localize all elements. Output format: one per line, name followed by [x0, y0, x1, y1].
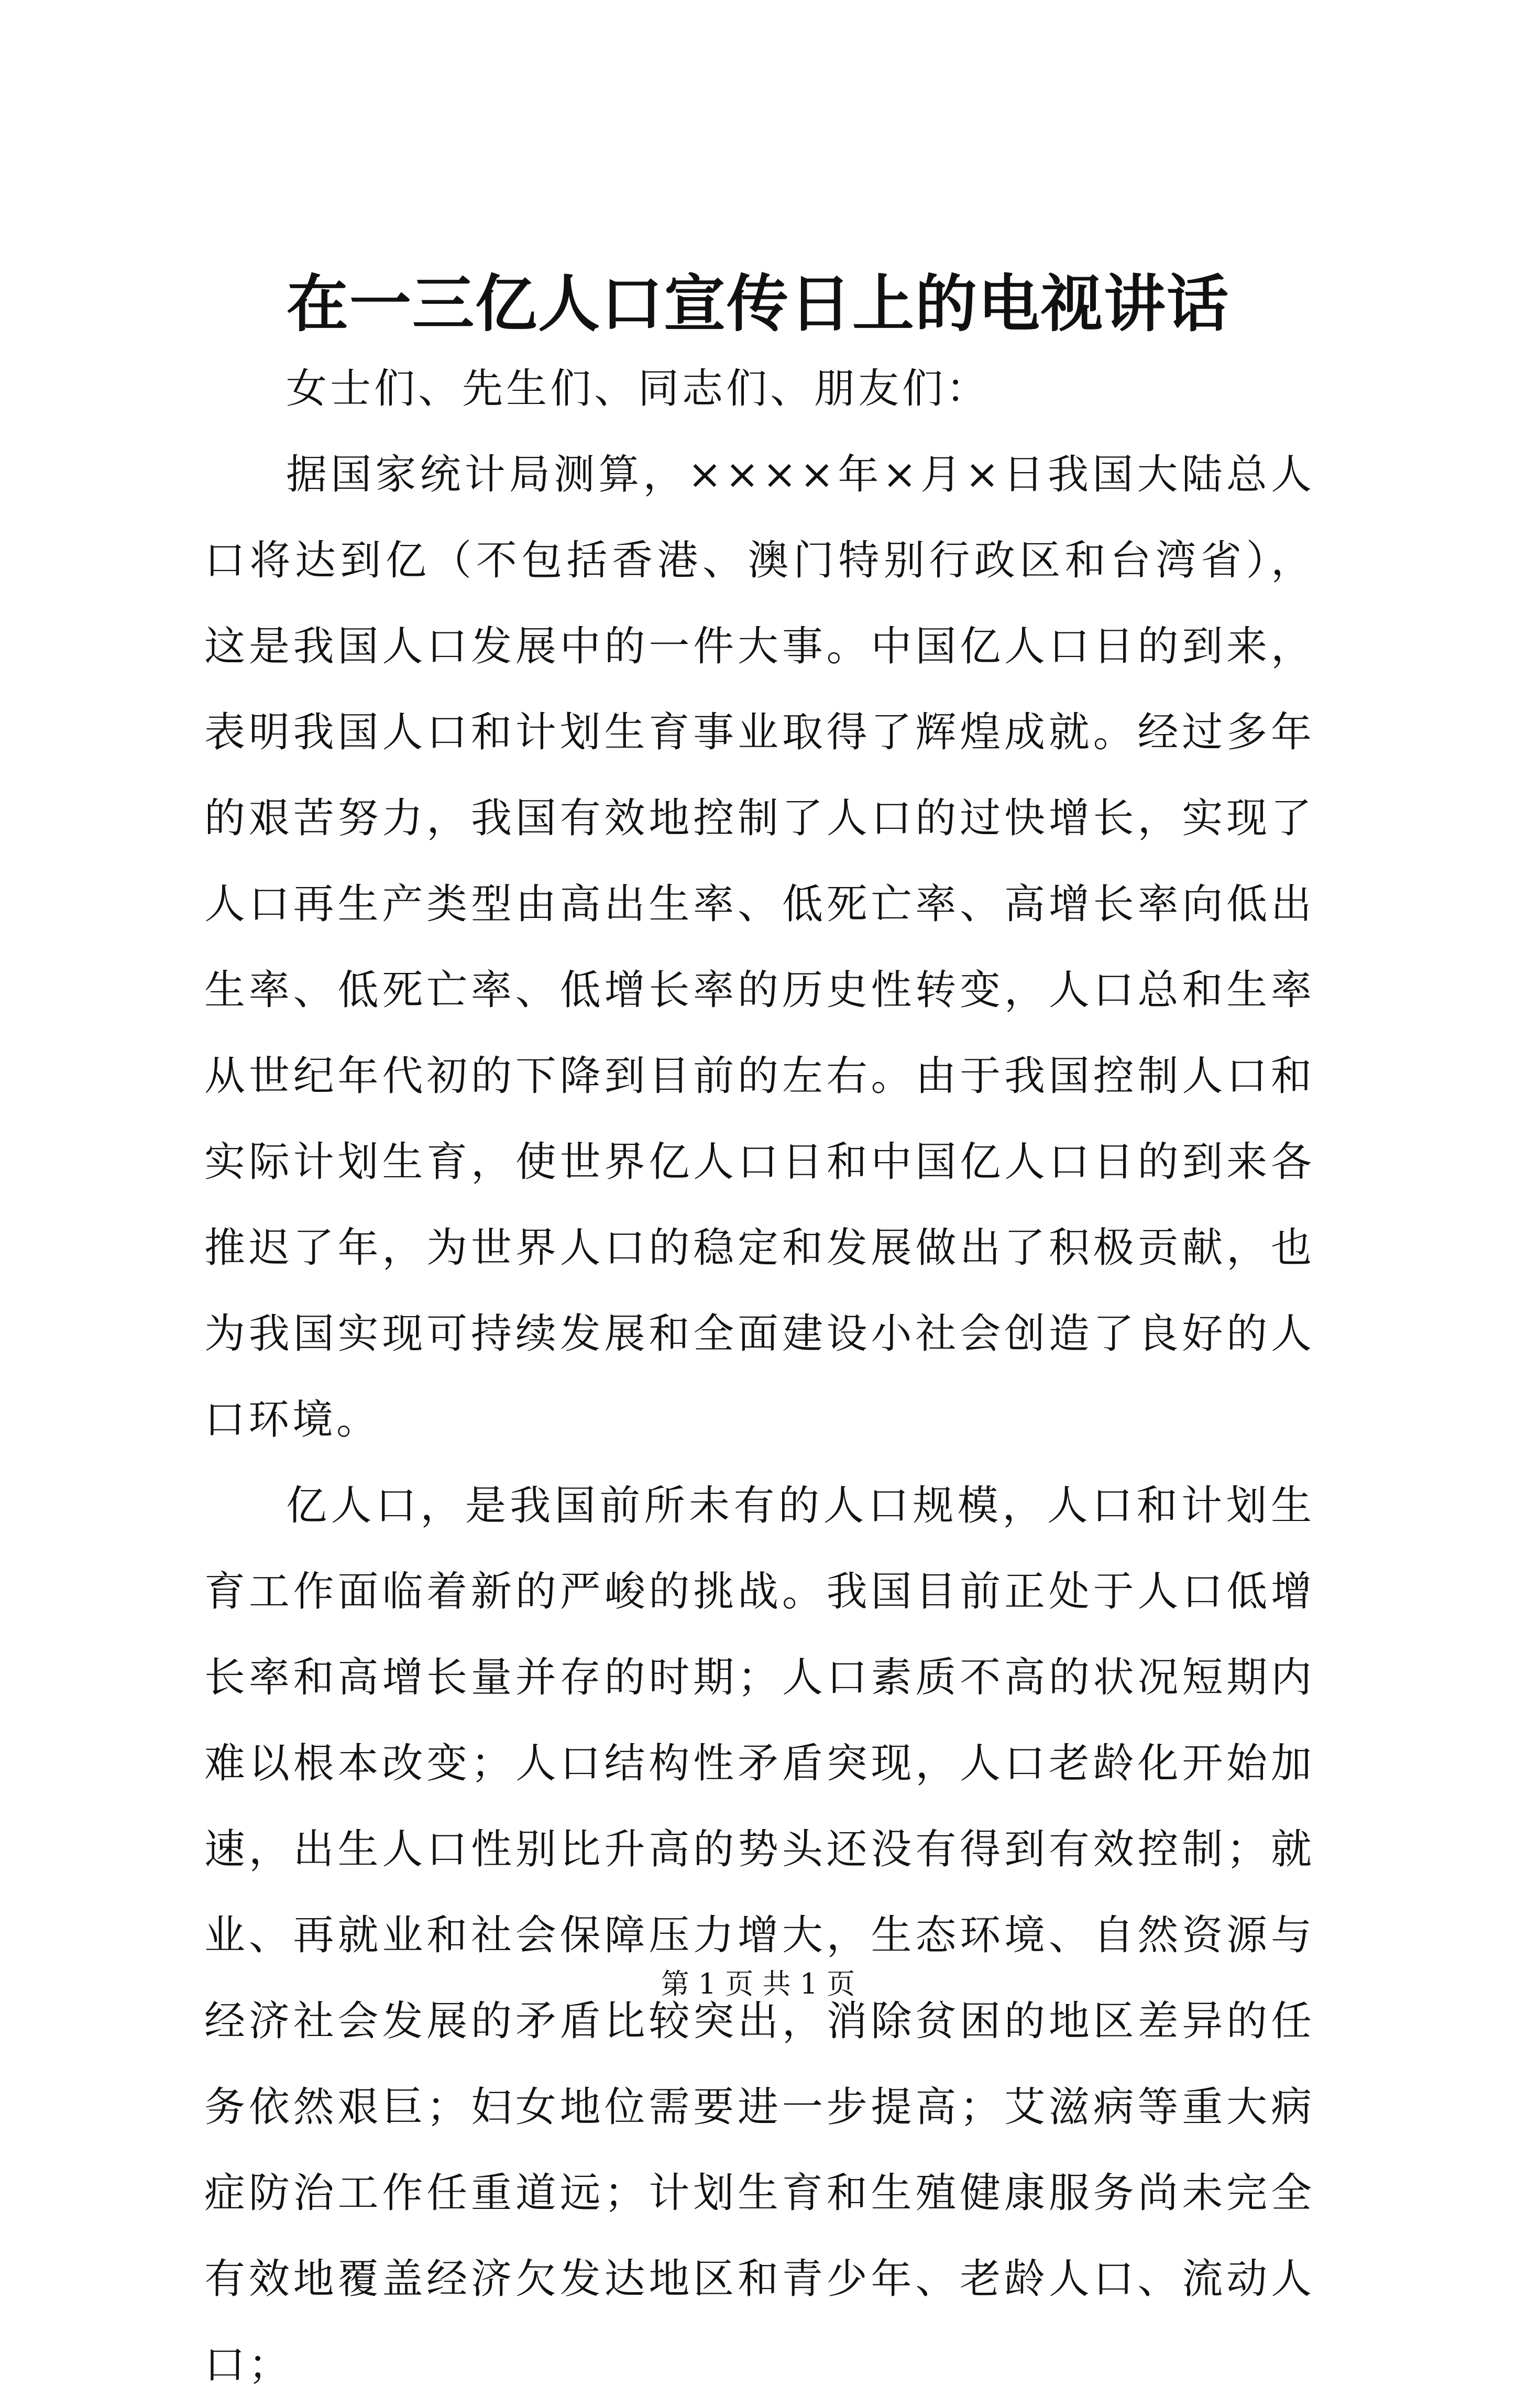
- salutation-line: 女士们、先生们、同志们、朋友们：: [286, 365, 991, 412]
- page-footer: 第 1 页 共 1 页: [661, 1967, 855, 2000]
- body-paragraph-2: 亿人口，是我国前所未有的人口规模，人口和计划生育工作面临着新的严峻的挑战。我国目前正处于人口低增长率和高增长量并存的时期；人口素质不高的状况短期内难以根本改变；人口结构性矛盾突现，人口老龄化开始加速，出生人口性别比升高的势头还没有得到有效控制；就业、再就业和社会保障压力增大，生态环境、自然资源与经济社会发展的矛盾比较突出，消除贫困的地区差异的任务依然艰巨；妇女地位需要进一步提高；艾滋病等重大病症防治工作任重道远；计划生育和生殖健康服务尚未完全有效地覆盖经济欠发达地区和青少年、老龄人口、流动人口；: [204, 1482, 1315, 2389]
- document-title: 在一三亿人口宣传日上的电视讲话: [286, 267, 1229, 340]
- body-paragraph-1: 据国家统计局测算，××××年×月×日我国大陆总人口将达到亿（不包括香港、澳门特别行政区和台湾省），这是我国人口发展中的一件大事。中国亿人口日的到来，表明我国人口和计划生育事业取得了辉煌成就。经过多年的艰苦努力，我国有效地控制了人口的过快增长，实现了人口再生产类型由高出生率、低死亡率、高增长率向低出生率、低死亡率、低增长率的历史性转变，人口总和生率从世纪年代初的下降到目前的左右。由于我国控制人口和实际计划生育，使世界亿人口日和中国亿人口日的到来各推迟了年，为世界人口的稳定和发展做出了积极贡献，也为我国实现可持续发展和全面建设小社会创造了良好的人口环境。: [204, 451, 1315, 1443]
- document-body: [204, 346, 1315, 2408]
